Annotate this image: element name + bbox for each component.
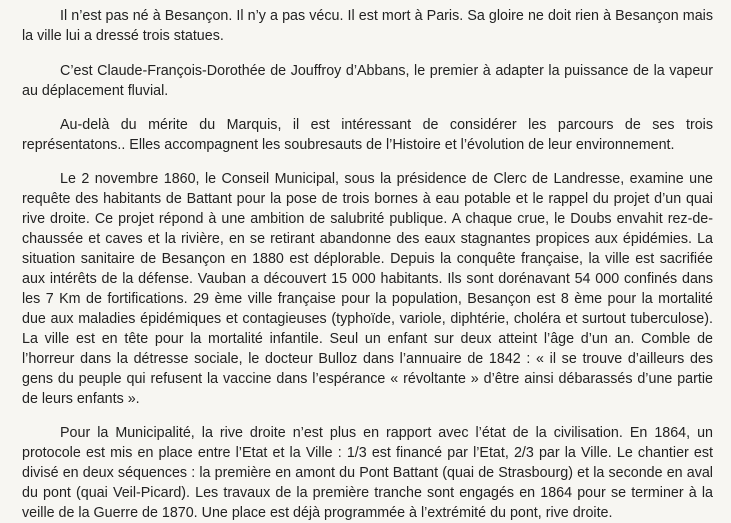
paragraph-4: Le 2 novembre 1860, le Conseil Municipal, sous la présidence de Clerc de Landresse, examine une requête des habitants de Battant pour la pose de trois bornes à eau potable et le rappel du projet d’un quai rive droite. Ce projet répond à une ambition de salubrité publique. A chaque crue, le Doubs envahit rez-de-chaussée et caves et la rivière, en se retirant abandonne des eaux stagnantes propices aux épidémies. La situation sanitaire de Besançon en 1880 est déplorable. Depuis la conquête française, la ville est sacrifiée aux intérêts de la défense. Vauban a découvert 15 000 habitants. Ils sont dorénavant 54 000 confinés dans les 7 Km de fortifications. 29 ème ville française pour la population, Besançon est 8 ème pour la mortalité due aux maladies épidémiques et contagieuses (typhoïde, variole, diphtérie, choléra et surtout tuberculose). La ville est en tête pour la mortalité infantile. Seul un enfant sur deux atteint l’âge d’un an. Comble de l’horreur dans la détresse sociale, le docteur Bulloz dans l’annuaire de 1842 : « il se trouve d’ailleurs des gens du peuple qui refusent la vaccine dans l’espérance « révoltante » d’être ainsi débarassés d’une partie de leurs enfants ».	[22, 171, 713, 407]
paragraph-3: Au-delà du mérite du Marquis, il est intéressant de considérer les parcours de ses trois représentatons.. Elles accompagnent les soubresauts de l’Histoire et l’évolution de leur environnement.	[22, 117, 713, 153]
paragraph-5: Pour la Municipalité, la rive droite n’est plus en rapport avec l’état de la civilisation. En 1864, un protocole est mis en place entre l’Etat et la Ville : 1/3 est financé par l’Etat, 2/3 par la Ville. Le chantier est divisé en deux séquences : la première en amont du Pont Battant (quai de Strasbourg) et la seconde en aval du pont (quai Veil-Picard). Les travaux de la première tranche sont engagés en 1864 pour se terminer à la veille de la Guerre de 1870. Une place est déjà programmée à l’extrémité du pont, rive droite.	[22, 425, 713, 521]
paragraph-1: Il n’est pas né à Besançon. Il n’y a pas vécu. Il est mort à Paris. Sa gloire ne doit rien à Besançon mais la ville lui a dressé trois statues.	[22, 8, 713, 44]
paragraph-2: C’est Claude-François-Dorothée de Jouffroy d’Abbans, le premier à adapter la puissance de la vapeur au déplacement fluvial.	[22, 63, 713, 99]
